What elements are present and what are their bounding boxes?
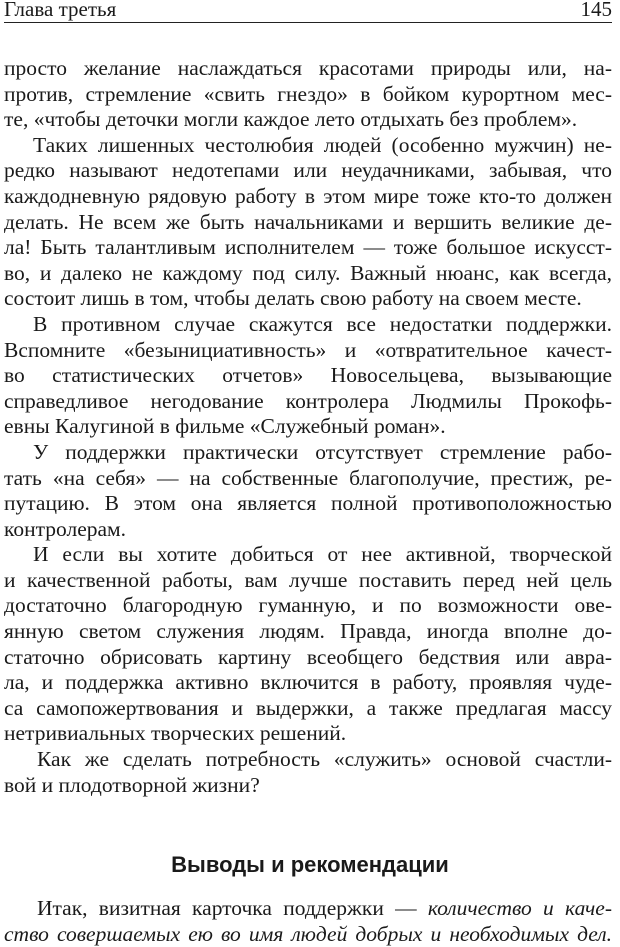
page-number: 145 — [580, 0, 612, 21]
text-line: У поддержки практически отсутствует стремление рабо- — [33, 439, 612, 464]
text-line: Вспомните «безынициативность» и «отвратительное качест- — [4, 337, 612, 362]
emphasis-line: ство совершаемых ею во имя людей добрых и необходимых дел. — [4, 922, 612, 946]
text-line: справедливое негодование контролера Людмилы Прокофь- — [4, 388, 612, 413]
text-line: са самопожертвования и выдержки, а также предлагая массу — [4, 695, 612, 720]
text-line: вой и плодотворной жизни? — [4, 772, 260, 797]
chapter-title: Глава третья — [4, 0, 117, 21]
text-line: просто желание наслаждаться красотами природы или, на- — [4, 56, 612, 80]
text-line — [4, 921, 612, 947]
lead-text: Итак, визитная карточка поддержки — — [37, 896, 428, 920]
lead-emphasis: количество и каче- — [427, 896, 612, 920]
text-line: во статистических отчетов» Новосельцева, вызывающие — [4, 363, 612, 388]
text-line: тать «на себя» — на собственные благополучие, престиж, ре- — [4, 465, 612, 490]
text-line: путацию. В этом она является полной противоположностью — [4, 491, 612, 516]
paragraph — [4, 312, 612, 440]
paragraph — [4, 133, 612, 312]
text-line: статочно обрисовать картину всеобщего бедствия или авра- — [4, 644, 612, 669]
paragraph — [4, 440, 612, 542]
text-line: ла, и поддержка активно включится в работу, проявляя чуде- — [4, 670, 612, 695]
text-line: и качественной работы, вам лучше поставить перед ней цель — [4, 567, 612, 592]
paragraph — [4, 747, 612, 798]
text-line: против, стремление «свить гнездо» в бойком курортном мес- — [4, 81, 612, 106]
text-line: состоит лишь в том, чтобы делать свою работу на своем месте. — [4, 286, 582, 311]
text-line: контролерам. — [4, 516, 127, 541]
text-line: каждодневную рядовую работу в этом мире тоже кто-то должен — [4, 183, 612, 208]
running-header — [4, 0, 612, 23]
text-line: те, «чтобы деточки могли каждое лето отдыхать без проблем». — [4, 107, 578, 132]
summary-paragraph — [4, 895, 612, 947]
body-text — [4, 56, 612, 798]
text-line: нетривиальных творческих решений. — [4, 721, 347, 746]
text-line: ла! Быть талантливым исполнителем — тоже большое искусст- — [4, 235, 612, 260]
text-line: И если вы хотите добиться от нее активной, творческой — [33, 542, 612, 567]
text-line: достаточно благородную гуманную, и по возможности ове- — [4, 593, 612, 618]
text-line: во, и далеко не каждому под силу. Важный нюанс, как всегда, — [4, 260, 612, 285]
text-line: В противном случае скажутся все недостатки поддержки. — [33, 311, 612, 336]
section-heading: Выводы и рекомендации — [171, 852, 449, 877]
text-line: янную светом служения людям. Правда, иногда вполне до- — [4, 619, 612, 644]
text-line: Как же сделать потребность «служить» основой счастли- — [37, 747, 612, 772]
text-line: делать. Не всем же быть начальниками и вершить великие де- — [4, 209, 612, 234]
text-line: евны Калугиной в фильме «Служебный роман». — [4, 414, 446, 439]
paragraph — [4, 56, 612, 133]
text-line: редко называют недотепами или неудачниками, забывая, что — [4, 158, 612, 183]
text-line — [4, 895, 612, 921]
paragraph — [4, 542, 612, 747]
text-line: Таких лишенных честолюбия людей (особенно мужчин) не- — [33, 132, 612, 157]
